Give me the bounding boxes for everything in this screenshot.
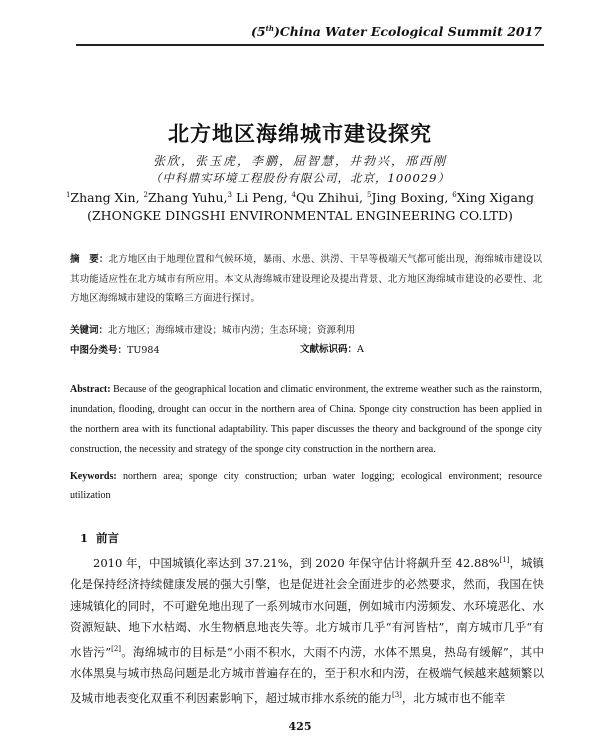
doc-code-value: A	[357, 344, 364, 355]
keywords-en	[70, 467, 542, 505]
running-header	[251, 24, 542, 39]
keywords-en-label: Keywords:	[70, 471, 117, 482]
clc-value: TU984	[127, 345, 160, 356]
affiliation-en: (ZHONGKE DINGSHI ENVIRONMENTAL ENGINEERING CO.LTD)	[87, 208, 513, 223]
header-conference: )China Water Ecological Summit 2017	[273, 24, 542, 40]
header-edition: (5	[250, 24, 266, 40]
abstract-en-label: Abstract:	[70, 384, 111, 395]
citation-ref: [3]	[392, 690, 402, 699]
citation-ref: [2]	[111, 644, 122, 653]
paper-title: 北方地区海绵城市建设探究	[168, 121, 432, 146]
section-number: 1	[80, 531, 89, 545]
keywords-cn-label: 关键词：	[70, 325, 109, 336]
abstract-en	[70, 380, 542, 460]
page-number: 425	[288, 720, 312, 733]
abstract-en-text: Because of the geographical location and climatic environment, the extreme weather such as the rainstorm, inundation, flooding, drought can occur in the northern area of China. Sponge city construction has been applied in the northern area with its functional adaptability. This paper discusses the theory and background of the sponge city construction, the necessity and strategy of the sponge city construction in the northern area.	[70, 384, 542, 455]
header-edition-sup: th	[265, 24, 274, 33]
abstract-cn-label: 摘 要：	[70, 254, 109, 265]
doc-code-label: 文献标识码：	[300, 344, 358, 355]
clc-label: 中图分类号：	[70, 345, 128, 356]
authors-en: $^1$Zhang Xin, $^2$Zhang Yuhu,$^3$ Li Peng, $^4$Qu Zhihui, $^5$Jing Boxing, $^6$Xing Xigang	[65, 190, 535, 205]
authors-cn: 张欣，张玉虎，李鹏，屈智慧，井勃兴，邢西刚	[152, 154, 447, 168]
affiliation-cn: （中科鼎实环境工程股份有限公司，北京，100029）	[150, 171, 450, 185]
section-title: 前言	[96, 531, 120, 545]
keywords-cn-text: 北方地区；海绵城市建设；城市内涝；生态环境；资源利用	[108, 325, 356, 336]
abstract-cn	[70, 250, 542, 309]
abstract-cn-text: 北方地区由于地理位置和气候环境，暴雨、水患、洪涝、干旱等极端天气都可能出现，海绵城市建设以其功能适应性在北方城市有所应用。本文从海绵城市建设理论及提出背景、北方地区海绵城市建设的必要性、北方地区海绵城市建设的策略三方面进行探讨。	[70, 254, 542, 304]
body-paragraph: 2010 年，中国城镇化率达到 37.21%，到 2020 年保守估计将飙升至 42.88%[1]，城镇化是保持经济持续健康发展的强大引擎，也是促进社会全面进步的必然要求，然而，我国在快速城镇化的同时，不可避免地出现了一系列城市水问题，例如城市内涝频发、水环境恶化、水资源短缺、地下水枯竭、水生物栖息地丧失等。北方城市几乎“有河皆枯”，南方城市几乎“有水皆污”[2]。海绵城市的目标是“小雨不积水，大雨不内涝，水体不黑臭，热岛有缓解”，其中水体黑臭与城市热岛问题是北方城市普遍存在的，至于积水和内涝，在极端气候越来越频繁以及城市地表变化双重不利因素影响下，超过城市排水系统的能力[3]，北方城市也不能幸	[70, 555, 544, 705]
citation-ref: [1]	[499, 556, 510, 564]
header-rule	[76, 44, 544, 46]
document-code	[300, 341, 364, 355]
keywords-en-text: northern area; sponge city construction; urban water logging; ecological environment; resource utilization	[70, 471, 542, 501]
section-heading	[80, 530, 119, 546]
keywords-cn	[70, 321, 542, 341]
